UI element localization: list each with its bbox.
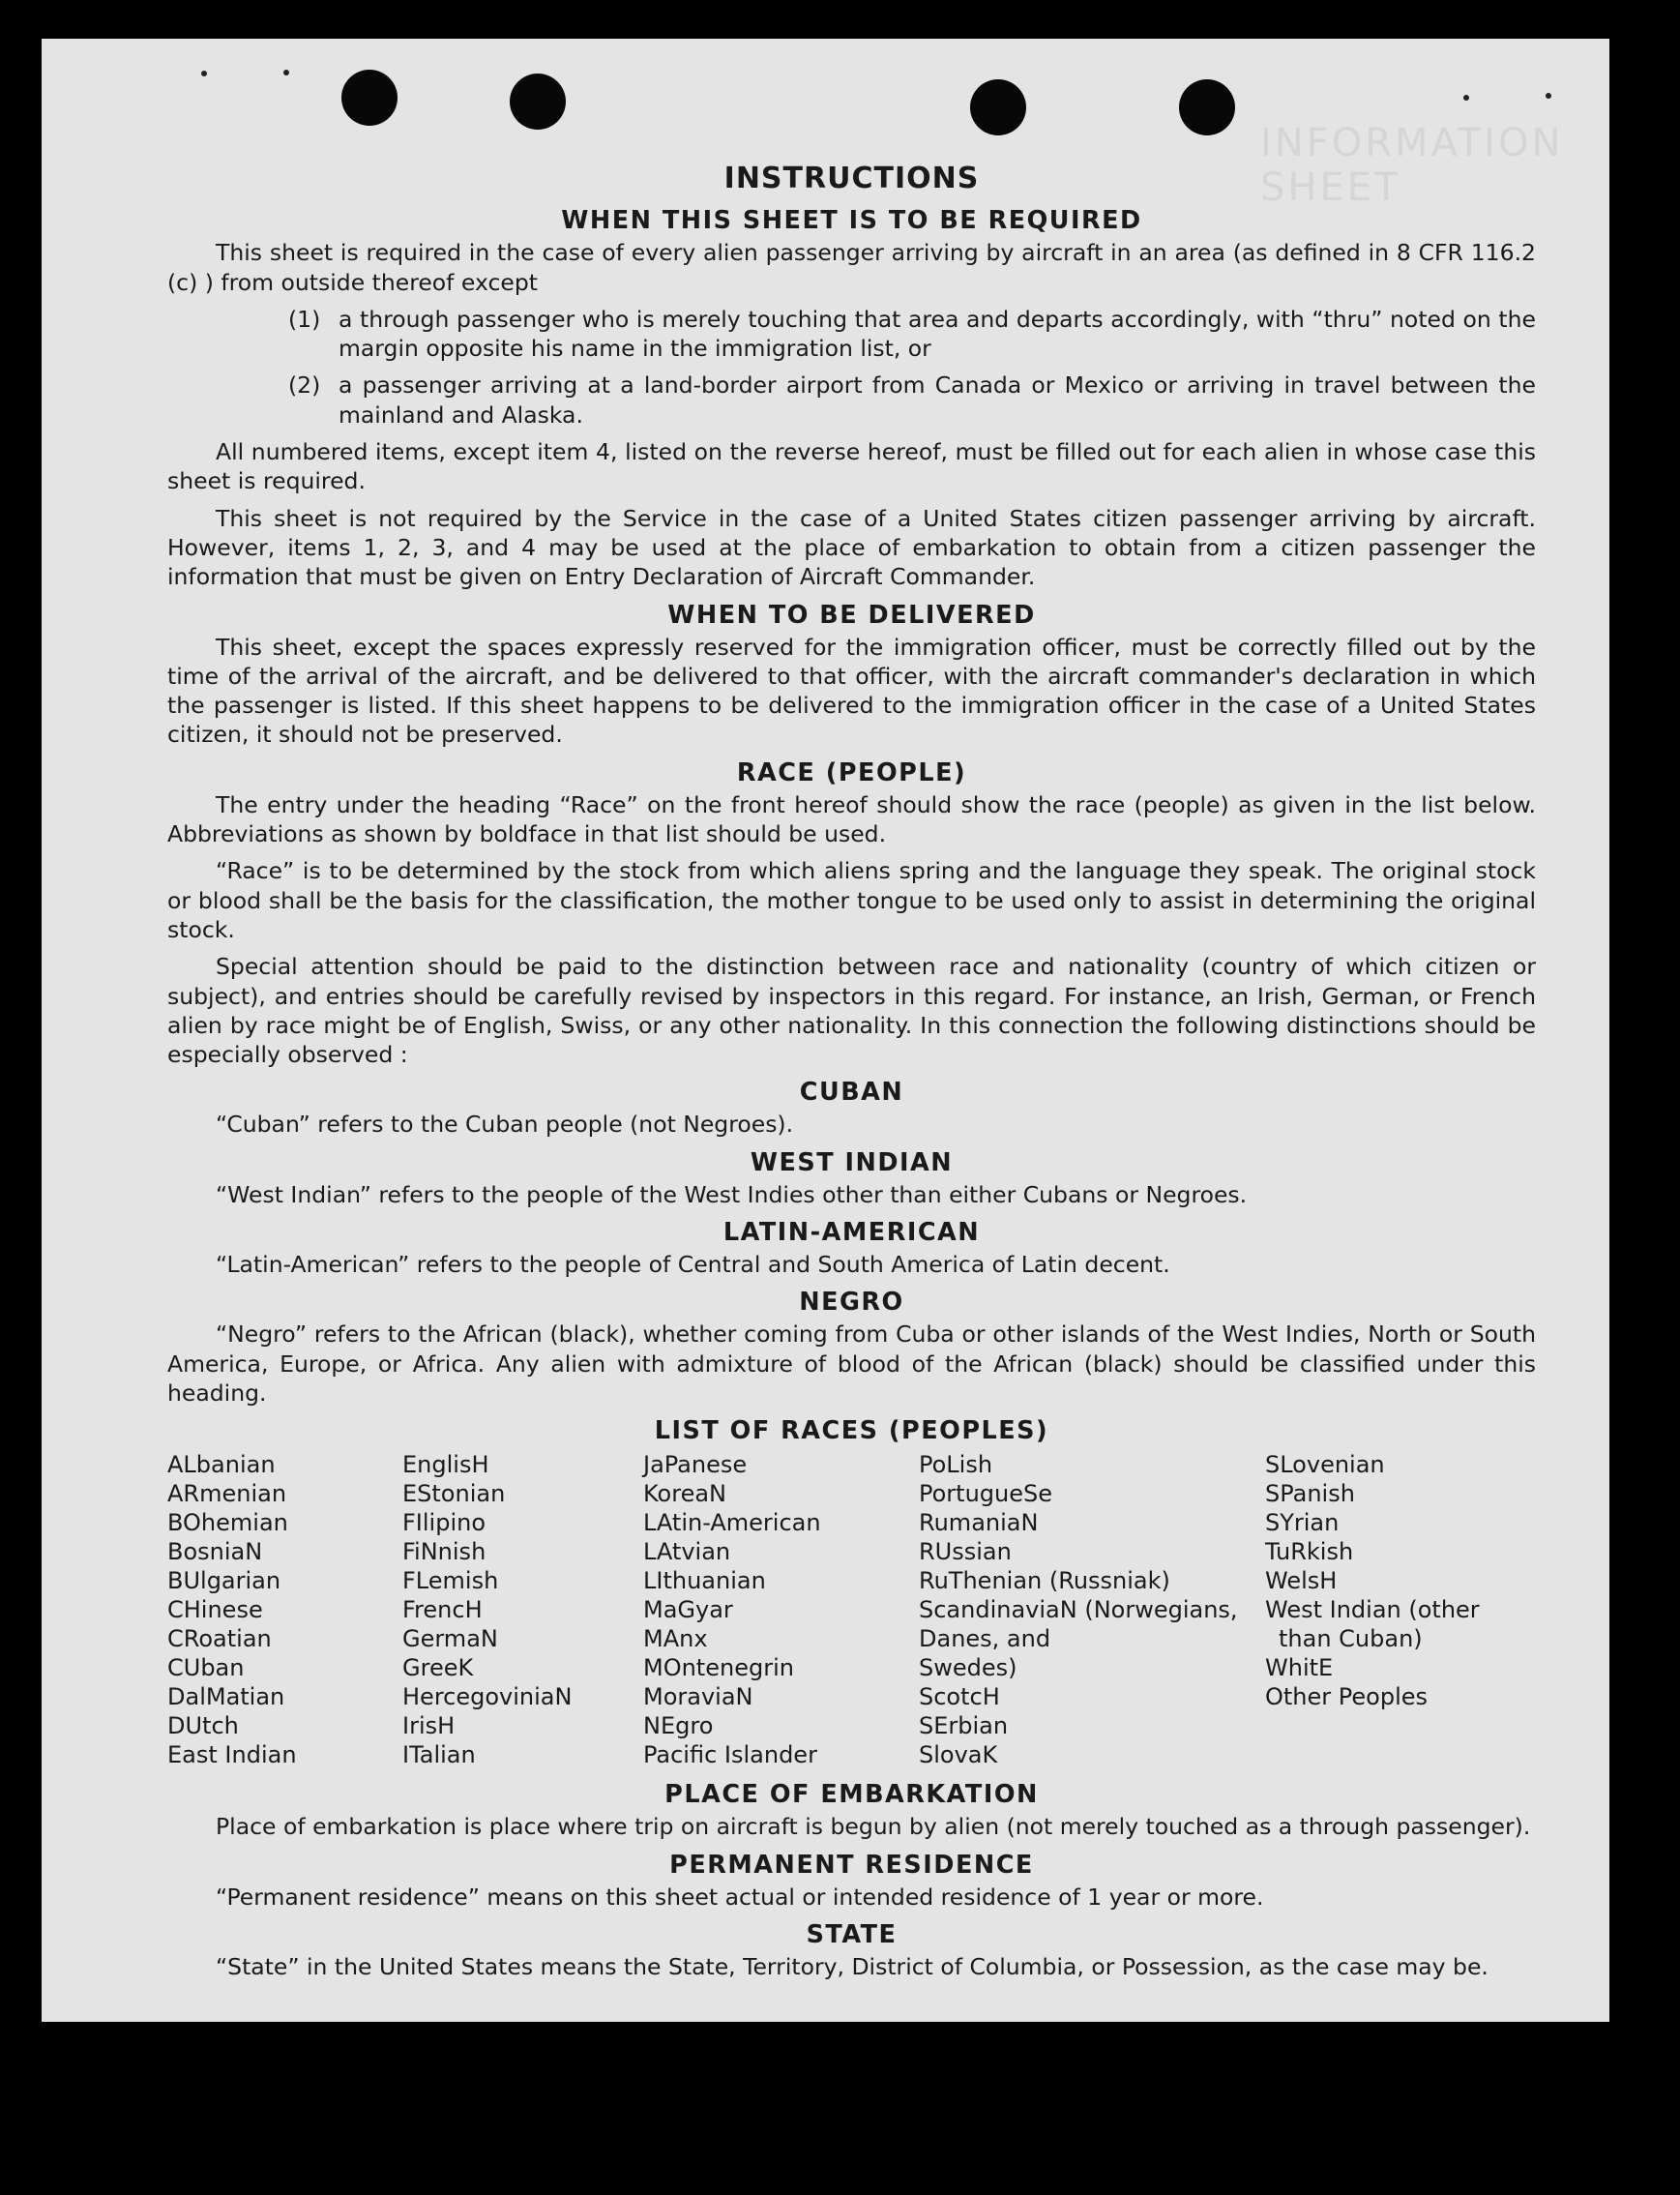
section-heading-latin-american: LATIN-AMERICAN [722,1218,981,1248]
race-entry: MAnx [643,1625,708,1653]
race-entry: than Cuban) [1279,1625,1423,1653]
citizen-paragraph: This sheet is not required by the Service in the case of a United States citizen passenger arriving by aircraft. However, items 1, 2, 3, and 4 may be used at the place of embarkation to obtain from a citizen passenger the information that must be given on Entry Declaration of Aircraft Commander. [167,504,1536,591]
race-entry: TuRkish [1265,1538,1354,1566]
races-column [1265,1450,1536,1769]
race-entry: MaGyar [643,1596,733,1624]
west-indian-paragraph: “West Indian” refers to the people of the West Indies other than either Cubans or Negroes. [216,1180,1248,1208]
race-entry: JaPanese [643,1451,748,1479]
punch-hole [510,74,566,130]
race-entry: KoreaN [643,1480,726,1508]
race-paragraph-1: The entry under the heading “Race” on the front hereof should show the race (people) as given in the list below. Abbreviations as shown by boldface in that list should be used. [167,790,1536,848]
residence-paragraph: “Permanent residence” means on this sheet actual or intended residence of 1 year or more. [216,1883,1264,1911]
races-column [643,1450,919,1769]
section-heading-residence: PERMANENT RESIDENCE [669,1850,1034,1880]
race-entry: SPanish [1265,1480,1355,1508]
race-entry: HercegoviniaN [402,1683,573,1711]
race-entry: ScotcH [919,1683,1000,1711]
race-entry: GreeK [402,1654,474,1682]
race-entry: PortugueSe [919,1480,1052,1508]
race-entry: ARmenian [167,1480,287,1508]
item-text: a passenger arriving at a land-border airport from Canada or Mexico or arriving in travel between the mainland and Alaska. [339,371,1536,429]
race-paragraph-2: “Race” is to be determined by the stock from which aliens spring and the language they speak. The original stock or blood shall be the basis for the classification, the mother tongue to be used only to assist in determining the original stock. [167,857,1536,943]
speck [283,70,289,75]
race-entry: Danes, and [919,1625,1051,1653]
latin-american-paragraph: “Latin-American” refers to the people of Central and South America of Latin decent. [216,1251,1170,1279]
exception-item [288,305,1536,364]
section-heading-west-indian: WEST INDIAN [750,1147,954,1177]
race-entry: FiNnish [402,1538,486,1566]
race-entry: Swedes) [919,1654,1017,1682]
section-heading-embarkation: PLACE OF EMBARKATION [664,1780,1039,1810]
race-entry: Other Peoples [1265,1683,1429,1711]
race-entry: WhitE [1265,1654,1334,1682]
race-entry: BosniaN [167,1538,263,1566]
race-entry: West Indian (other [1265,1596,1480,1624]
cuban-paragraph: “Cuban” refers to the Cuban people (not Negroes). [216,1111,794,1139]
item-number: (2) [288,371,321,400]
embarkation-paragraph: Place of embarkation is place where trip on aircraft is begun by alien (not merely touched as a through passenger). [216,1813,1531,1841]
race-entry: SLovenian [1265,1451,1385,1479]
exception-item [288,371,1536,430]
item-text: a through passenger who is merely touching that area and departs accordingly, with “thru” noted on the margin opposite his name in the immigration list, or [339,305,1536,363]
section-heading-cuban: CUBAN [799,1078,904,1108]
section-heading-delivered: WHEN TO BE DELIVERED [667,600,1036,630]
race-entry: RuThenian (Russniak) [919,1567,1170,1595]
race-entry: FIlipino [402,1509,486,1537]
punch-hole [1179,79,1235,135]
punch-hole [970,79,1026,135]
race-entry: FrencH [402,1596,483,1624]
race-entry: SYrian [1265,1509,1340,1537]
race-entry: BOhemian [167,1509,288,1537]
race-entry: RumaniaN [919,1509,1039,1537]
race-entry: SlovaK [919,1741,998,1769]
race-entry: WelsH [1265,1567,1338,1595]
section-heading-required: WHEN THIS SHEET IS TO BE REQUIRED [561,206,1142,236]
bleed-through-text: INFORMATION SHEET [1260,121,1564,210]
race-entry: LAtvian [643,1538,731,1566]
numbered-items-paragraph: All numbered items, except item 4, listed on the reverse hereof, must be filled out for each alien in whose case this sheet is required. [167,438,1536,495]
race-entry: LAtin-American [643,1509,821,1537]
punch-hole [341,70,398,126]
race-entry: DalMatian [167,1683,285,1711]
race-entry: FLemish [402,1567,499,1595]
race-entry: East Indian [167,1741,297,1769]
race-entry: NEgro [643,1712,714,1740]
race-entry: MoraviaN [643,1683,753,1711]
race-entry: CHinese [167,1596,263,1624]
section-heading-negro: NEGRO [799,1288,904,1318]
required-intro: This sheet is required in the case of every alien passenger arriving by aircraft in an area (as defined in 8 CFR 116.2 (c) ) from outside thereof except [167,239,1536,296]
race-entry: ITalian [402,1741,476,1769]
negro-paragraph: “Negro” refers to the African (black), whether coming from Cuba or other islands of the West Indies, North or South America, Europe, or Africa. Any alien with admixture of blood of the African (black) should be classified under this heading. [167,1320,1536,1407]
races-list [167,1450,1536,1769]
race-paragraph-3: Special attention should be paid to the distinction between race and nationality (country of which citizen or subject), and entries should be carefully revised by inspectors in this regard. For instance, an Irish, German, or French alien by race might be of English, Swiss, or any other nationality. In this connection the following distinctions should be especially observed : [167,953,1536,1069]
page-title: INSTRUCTIONS [723,162,980,195]
section-heading-races-list: LIST OF RACES (PEOPLES) [654,1416,1049,1446]
race-entry: DUtch [167,1712,239,1740]
race-entry: GermaN [402,1625,498,1653]
race-entry: PoLish [919,1451,993,1479]
section-heading-state: STATE [806,1919,898,1949]
item-number: (1) [288,305,321,333]
race-entry: MOntenegrin [643,1654,794,1682]
race-entry: IrisH [402,1712,456,1740]
section-heading-race: RACE (PEOPLE) [736,757,967,787]
races-column [919,1450,1265,1769]
race-entry: ALbanian [167,1451,276,1479]
race-entry: EStonian [402,1480,506,1508]
races-column [167,1450,402,1769]
race-entry: LIthuanian [643,1567,766,1595]
speck [1463,95,1469,101]
delivered-paragraph: This sheet, except the spaces expressly reserved for the immigration officer, must be correctly filled out by the time of the arrival of the aircraft, and be delivered to that officer, with the aircraft commander's declaration in which the passenger is listed. If this sheet happens to be delivered to the immigration officer in the case of a United States citizen, it should not be preserved. [167,633,1536,749]
race-entry: Pacific Islander [643,1741,817,1769]
instructions-content [167,163,1536,1989]
speck [1546,93,1551,99]
race-entry: BUlgarian [167,1567,281,1595]
race-entry: CRoatian [167,1625,272,1653]
speck [201,71,207,76]
races-column [402,1450,643,1769]
state-paragraph: “State” in the United States means the State, Territory, District of Columbia, or Possession, as the case may be. [216,1952,1488,1980]
race-entry: CUban [167,1654,245,1682]
race-entry: ScandinaviaN (Norwegians, [919,1596,1238,1624]
race-entry: RUssian [919,1538,1012,1566]
race-entry: EnglisH [402,1451,489,1479]
race-entry: SErbian [919,1712,1009,1740]
